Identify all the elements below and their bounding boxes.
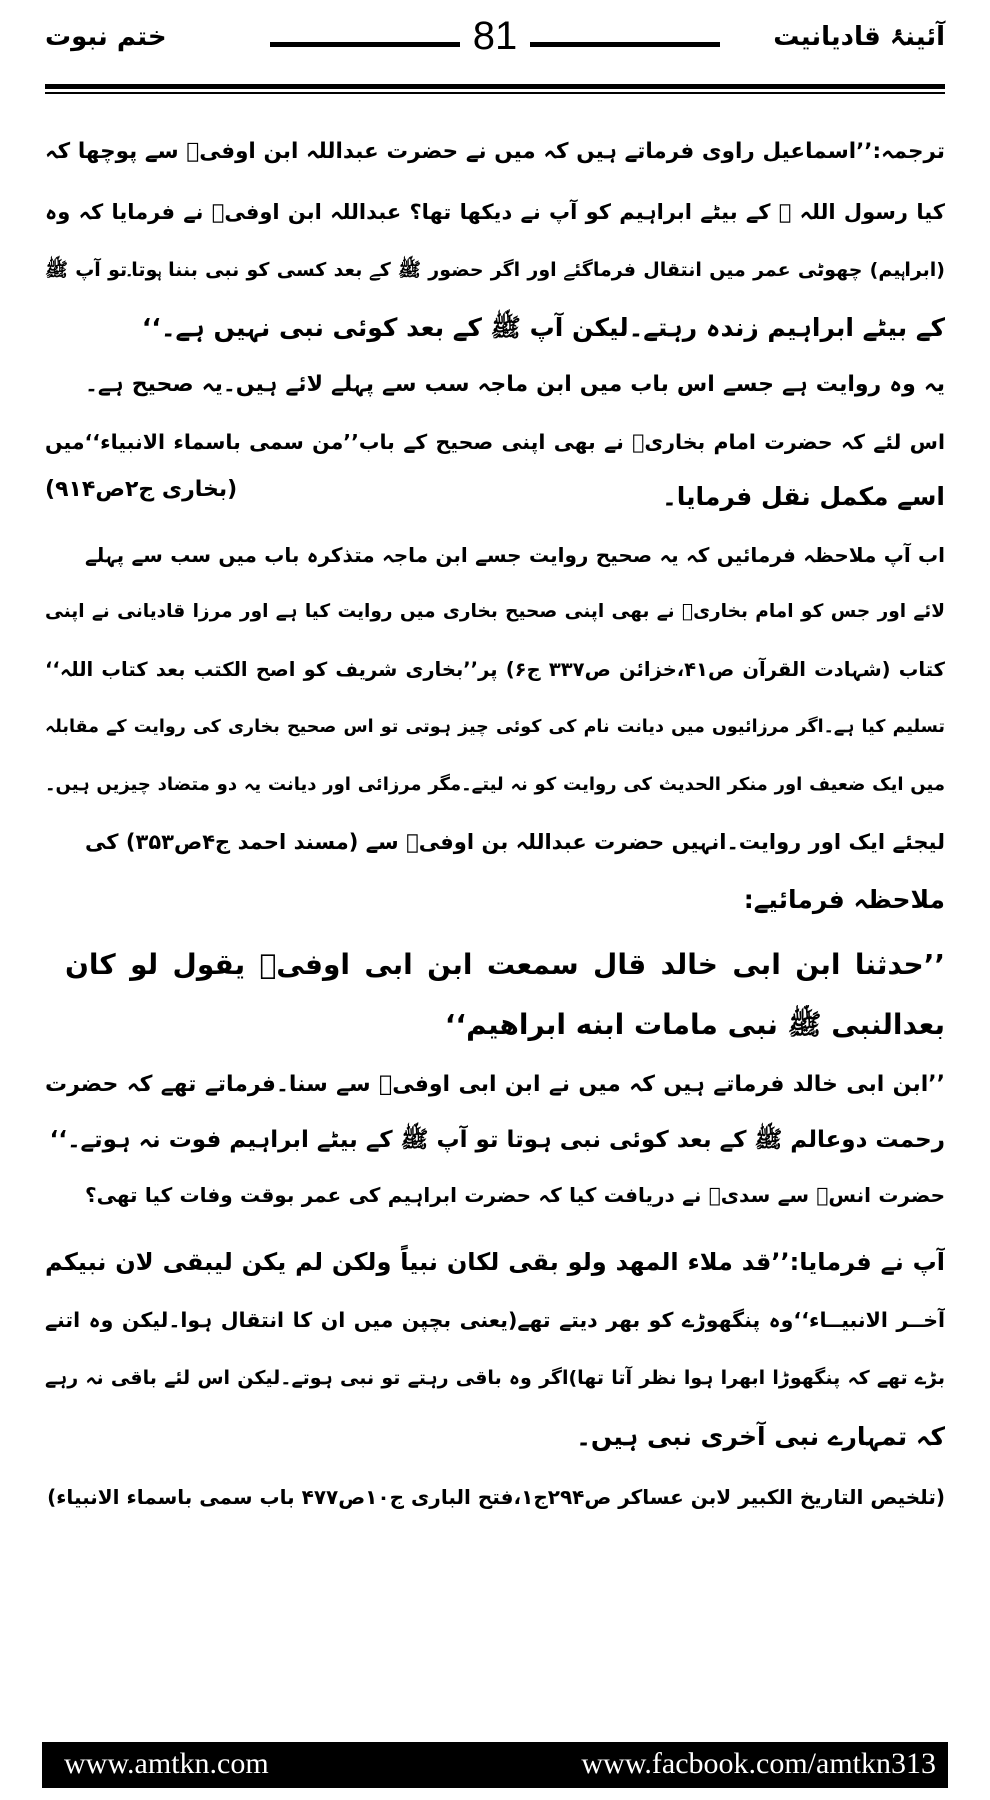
text-line: آخــر الانبیــاء‘‘وہ پنگھوڑے کو بھر دیتے تھے(یعنی بچپن میں ان کا انتقال ہوا۔لیکن وہ اتنے: [45, 1308, 945, 1332]
text-line: تسلیم کیا ہے۔اگر مرزائیوں میں دیانت نام کی کوئی چیز ہوتی تو اس صحیح بخاری کی روایت کے مقابلہ: [45, 717, 945, 737]
arabic-line: ’’حدثنا ابن ابی خالد قال سمعت ابن ابی اوفیؓ یقول لو کان: [65, 948, 945, 981]
footer-bar: [42, 1742, 948, 1788]
text-line: (ابراہیم) چھوٹی عمر میں انتقال فرماگئے اور اگر حضور ﷺ کے بعد کسی کو نبی بننا ہوتا۔تو آپ ﷺ: [45, 259, 945, 281]
text-line: ’’ابن ابی خالد فرماتے ہیں کہ میں نے ابن ابی اوفیؓ سے سنا۔فرماتے تھے کہ حضرت: [45, 1072, 945, 1097]
source-citation: (تلخیص التاریخ الکبیر لابن عساکر ص۲۹۴ج۱،فتح الباری ج۱۰ص۴۷۷ باب سمی باسماء الانبیاء): [47, 1485, 945, 1509]
text-line: میں ایک ضعیف اور منکر الحدیث کی روایت کو نہ لیتے۔مگر مرزائی اور دیانت یہ دو متضاد چیزیں ہیں۔: [45, 774, 945, 795]
text-line: لائے اور جس کو امام بخاریؒ نے بھی اپنی صحیح بخاری میں روایت کیا ہے اور مرزا قادیانی نے اپنی: [45, 601, 945, 622]
text-line: کہ تمہارے نبی آخری نبی ہیں۔: [576, 1422, 945, 1451]
header-line-right: [530, 42, 720, 47]
facebook-link[interactable]: www.facbook.com/amtkn313: [581, 1747, 936, 1780]
text-line: اب آپ ملاحظہ فرمائیں کہ یہ صحیح روایت جسے ابن ماجہ متذکرہ باب میں سب سے پہلے: [85, 543, 945, 567]
header-rule-thick: [45, 84, 945, 89]
text-line: لیجئے ایک اور روایت۔انہیں حضرت عبداللہ بن اوفیؓ سے (مسند احمد ج۴ص۳۵۳) کی: [85, 830, 945, 854]
header-rule-thin: [45, 92, 945, 94]
text-line: بڑے تھے کہ پنگھوڑا ابھرا ہوا نظر آتا تھا)اگر وہ باقی رہتے تو نبی ہوتے۔لیکن اس لئے باقی نہ رہے: [45, 1367, 945, 1389]
text-line: کتاب (شہادت القرآن ص۴۱،خزائن ص۳۳۷ ج۶) پر’’بخاری شریف کو اصح الکتب بعد کتاب اللہ‘‘: [45, 658, 945, 681]
page-number: 81: [472, 14, 518, 58]
arabic-line: بعدالنبی ﷺ نبی مامات ابنه ابراهيم‘‘: [444, 1008, 945, 1041]
text-line: اسے مکمل نقل فرمایا۔: [662, 482, 945, 511]
text-line: آپ نے فرمایا:’’قد ملاء المهد ولو بقی لکان نبیاً ولکن لم یکن لیبقی لان نبیکم: [45, 1248, 945, 1276]
text-line: کیا رسول اللہ ﷺ کے بیٹے ابراہیم کو آپ نے دیکھا تھا؟ عبداللہ ابن اوفیؓ نے فرمایا کہ وہ: [45, 200, 945, 224]
text-line: کے بیٹے ابراہیم زندہ رہتے۔لیکن آپ ﷺ کے بعد کوئی نبی نہیں ہے۔‘‘: [141, 313, 945, 342]
text-line: حضرت انسؓ سے سدیؒ نے دریافت کیا کہ حضرت ابراہیم کی عمر بوقت وفات کیا تھی؟: [85, 1183, 945, 1207]
section-title: ختم نبوت: [45, 22, 167, 52]
book-title: آئینۂ قادیانیت: [773, 22, 945, 52]
text-line: رحمت دوعالم ﷺ کے بعد کوئی نبی ہوتا تو آپ ﷺ کے بیٹے ابراہیم فوت نہ ہوتے۔‘‘: [49, 1127, 945, 1153]
text-line: ملاحظہ فرمائیے:: [743, 885, 945, 914]
text-line: ترجمہ:’’اسماعیل راوی فرماتے ہیں کہ میں نے حضرت عبداللہ ابن اوفیؓ سے پوچھا کہ: [45, 139, 945, 164]
text-line: یہ وہ روایت ہے جسے اس باب میں ابن ماجہ سب سے پہلے لائے ہیں۔یہ صحیح ہے۔: [85, 372, 945, 397]
website-link[interactable]: www.amtkn.com: [64, 1747, 269, 1780]
inline-citation: (بخاری ج۲ص۹۱۴): [45, 477, 238, 502]
text-line: اس لئے کہ حضرت امام بخاریؒ نے بھی اپنی صحیح کے باب’’من سمی باسماء الانبیاء‘‘میں: [45, 430, 945, 454]
